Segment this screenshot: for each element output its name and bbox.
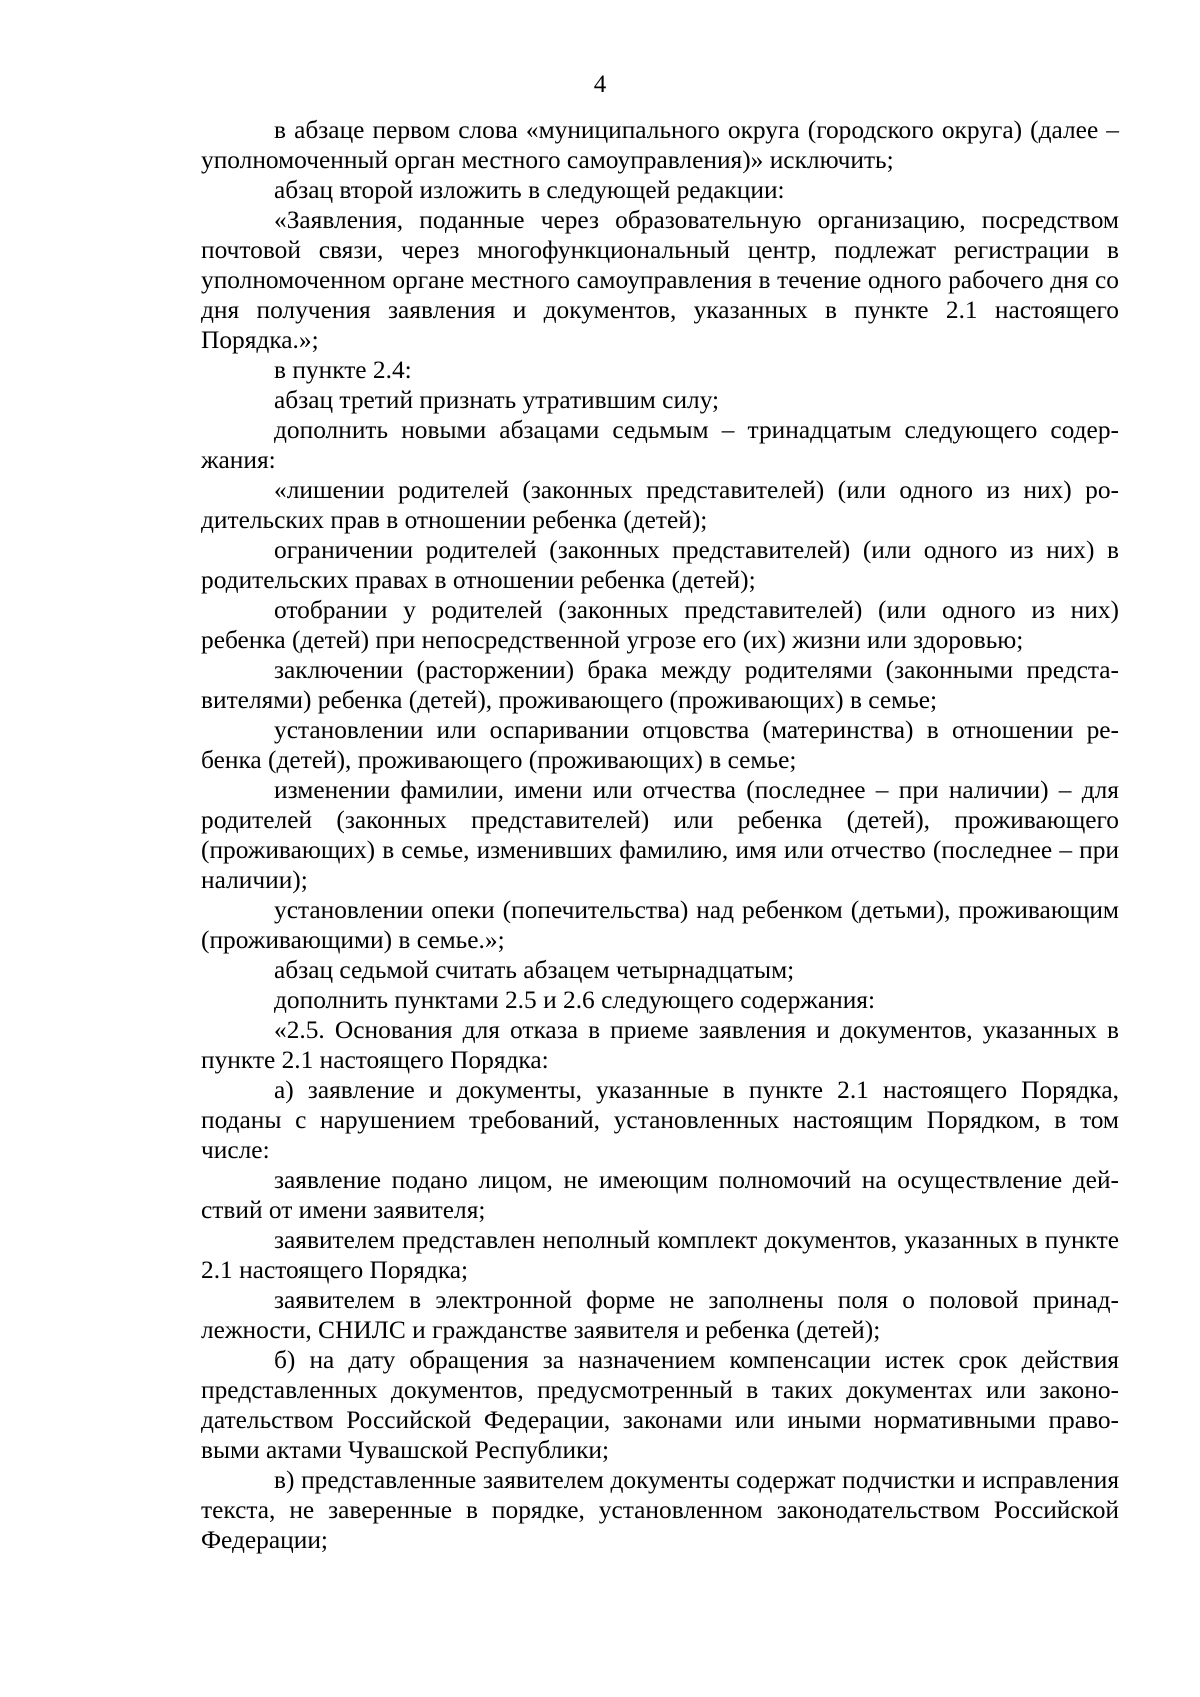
paragraph: «лишении родителей (законных представителей) (или одного из них) родительских прав в отношении ребенка (детей); bbox=[201, 476, 1119, 534]
paragraph: ограничении родителей (законных представителей) (или одного из них) в родительских правах в отношении ребенка (детей); bbox=[201, 536, 1119, 594]
paragraph: абзац третий признать утратившим силу; bbox=[274, 386, 720, 414]
paragraph: заявителем представлен неполный комплект документов, указанных в пункте 2.1 настоящего Порядка; bbox=[201, 1226, 1119, 1284]
paragraph: в) представленные заявителем документы содержат подчистки и исправления текста, не заверенные в порядке, установленном законодательством Российской Федерации; bbox=[201, 1466, 1119, 1554]
paragraph: в пункте 2.4: bbox=[274, 356, 412, 384]
paragraph: изменении фамилии, имени или отчества (последнее – при наличии) – для родителей (законных представителей) или ребенка (детей), проживающего (проживающих) в семье, изменивших фамилию, имя или отчество (последнее – при наличии); bbox=[201, 776, 1119, 894]
paragraph: заявление подано лицом, не имеющим полномочий на осуществление действий от имени заявителя; bbox=[201, 1166, 1119, 1224]
paragraph: установлении опеки (попечительства) над ребенком (детьми), проживающим (проживающими) в семье.»; bbox=[201, 896, 1119, 954]
document-body bbox=[201, 115, 1119, 1555]
paragraph: дополнить пунктами 2.5 и 2.6 следующего содержания: bbox=[274, 986, 876, 1014]
paragraph: установлении или оспаривании отцовства (материнства) в отношении ребенка (детей), проживающего (проживающих) в семье; bbox=[201, 716, 1119, 774]
paragraph: дополнить новыми абзацами седьмым – тринадцатым следующего содержания: bbox=[201, 416, 1119, 474]
paragraph: абзац седьмой считать абзацем четырнадцатым; bbox=[274, 956, 795, 984]
paragraph: а) заявление и документы, указанные в пункте 2.1 настоящего Порядка, поданы с нарушением требований, установленных настоящим Порядком, в том числе: bbox=[201, 1076, 1119, 1164]
paragraph: в абзаце первом слова «муниципального округа (городского округа) (далее – уполномоченный орган местного самоуправления)» исключить; bbox=[201, 116, 1119, 174]
paragraph: отобрании у родителей (законных представителей) (или одного из них) ребенка (детей) при непосредственной угрозе его (их) жизни или здоровью; bbox=[201, 596, 1119, 654]
paragraph: заключении (расторжении) брака между родителями (законными представителями) ребенка (детей), проживающего (проживающих) в семье; bbox=[201, 656, 1119, 714]
paragraph: «2.5. Основания для отказа в приеме заявления и документов, указанных в пункте 2.1 настоящего Порядка: bbox=[201, 1016, 1119, 1074]
paragraph: «Заявления, поданные через образовательную организацию, посредством почтовой связи, через многофункциональный центр, подлежат регистрации в уполномоченном органе местного самоуправления в течение одного рабочего дня со дня получения заявления и документов, указанных в пункте 2.1 настоящего Порядка.»; bbox=[201, 206, 1119, 354]
page-number: 4 bbox=[593, 71, 607, 98]
paragraph: заявителем в электронной форме не заполнены поля о половой принадлежности, СНИЛС и гражданстве заявителя и ребенка (детей); bbox=[201, 1286, 1119, 1344]
paragraph: б) на дату обращения за назначением компенсации истек срок действия представленных документов, предусмотренный в таких документах или законодательством Российской Федерации, законами или иными нормативными правовыми актами Чувашской Республики; bbox=[201, 1346, 1119, 1464]
paragraph: абзац второй изложить в следующей редакции: bbox=[274, 176, 785, 204]
